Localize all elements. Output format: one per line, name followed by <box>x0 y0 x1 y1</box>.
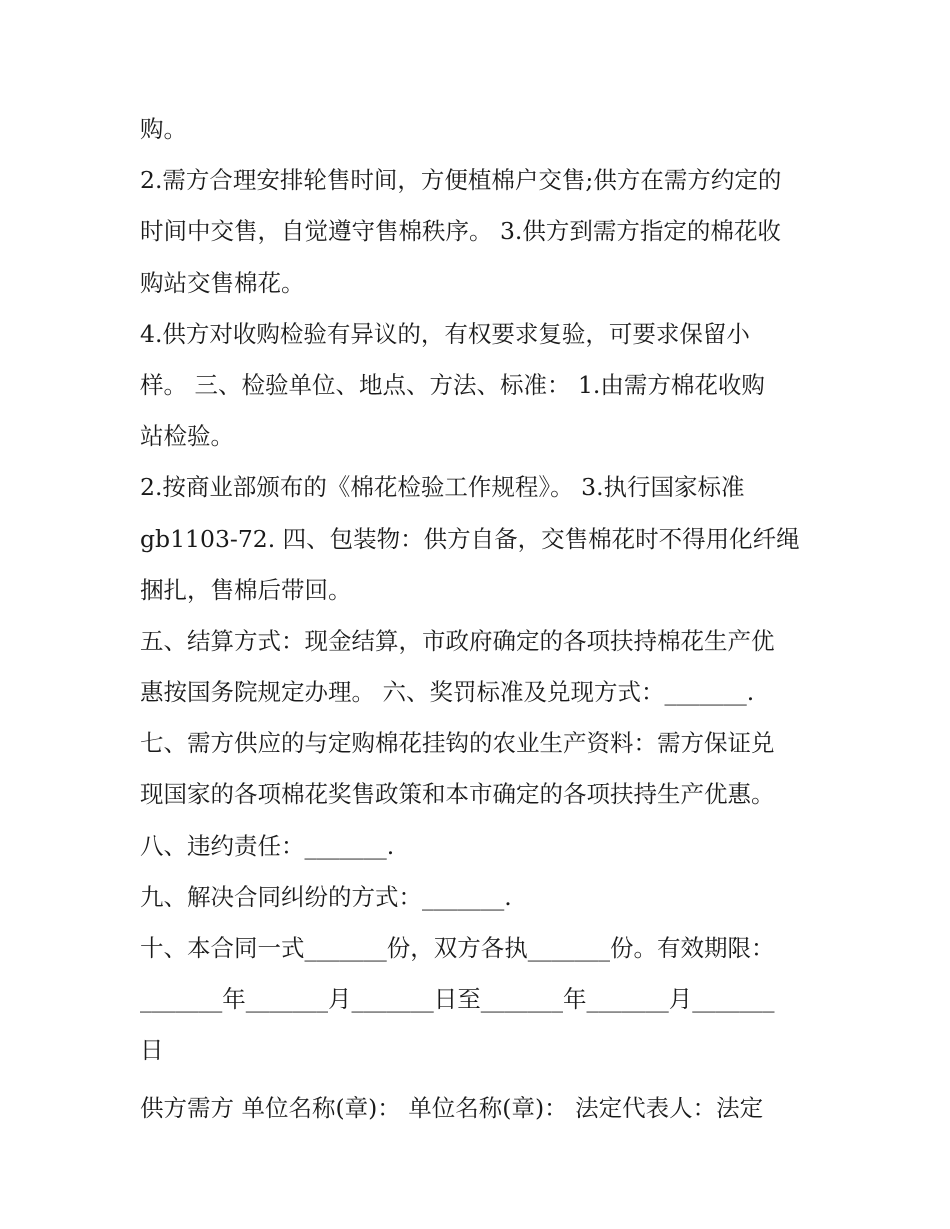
text-line: 八、违约责任：_______. <box>140 831 395 860</box>
text-line: _______年_______月_______日至_______年_______月_______ <box>140 985 775 1014</box>
text-line: 捆扎，售棉后带回。 <box>140 575 352 604</box>
text-line: 七、需方供应的与定购棉花挂钩的农业生产资料：需方保证兑 <box>140 729 775 758</box>
text-line: 现国家的各项棉花奖售政策和本市确定的各项扶持生产优惠。 <box>140 780 775 809</box>
text-line: 五、结算方式：现金结算，市政府确定的各项扶持棉花生产优 <box>140 626 775 655</box>
text-line: 样。 三、检验单位、地点、方法、标准： 1.由需方棉花收购 <box>140 370 765 399</box>
text-line: gb1103-72. 四、包装物：供方自备，交售棉花时不得用化纤绳 <box>140 524 800 553</box>
text-line: 供方需方 单位名称(章)： 单位名称(章)： 法定代表人：法定 <box>140 1093 764 1122</box>
text-line: 九、解决合同纠纷的方式：_______. <box>140 882 512 911</box>
text-line: 4.供方对收购检验有异议的，有权要求复验，可要求保留小 <box>140 319 750 348</box>
text-line: 时间中交售，自觉遵守售棉秩序。 3.供方到需方指定的棉花收 <box>140 217 781 246</box>
text-line: 购。 <box>140 115 187 143</box>
text-line: 站检验。 <box>140 422 234 451</box>
text-line: 购站交售棉花。 <box>140 268 305 297</box>
text-line: 2.按商业部颁布的《棉花检验工作规程》。 3.执行国家标准 <box>140 473 745 502</box>
text-line: 2.需方合理安排轮售时间，方便植棉户交售;供方在需方约定的 <box>140 166 782 195</box>
document-body <box>140 104 830 1134</box>
text-line: 十、本合同一式_______份，双方各执_______份。有效期限： <box>140 934 775 962</box>
text-line: 惠按国务院规定办理。 六、奖罚标准及兑现方式：_______. <box>140 678 755 707</box>
text-line: 日 <box>140 1036 164 1065</box>
